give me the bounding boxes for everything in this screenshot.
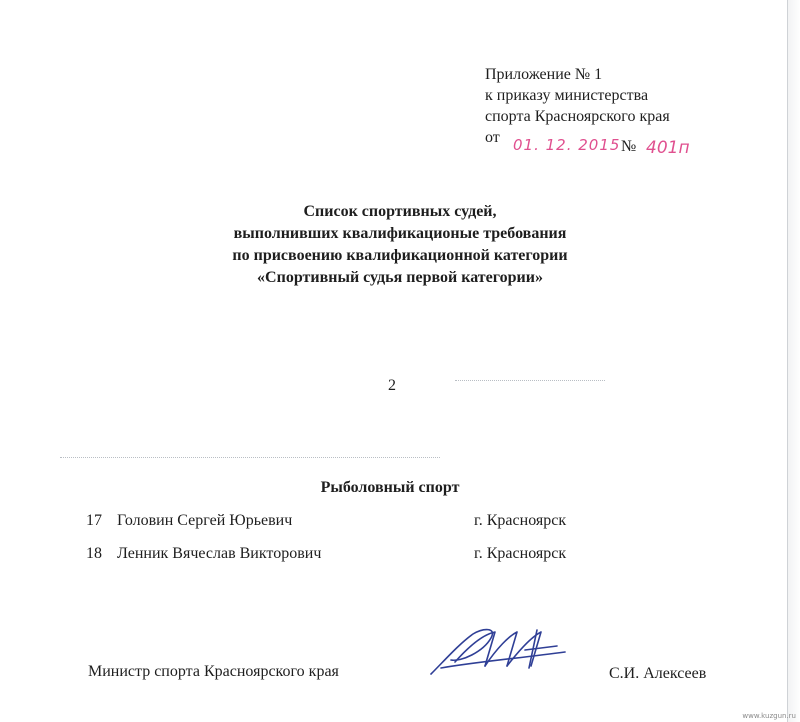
site-watermark: www.kuzgun.ru (742, 712, 796, 720)
signature-image (425, 622, 575, 682)
heading-line: выполнивших квалификационые требования (233, 225, 567, 242)
row-number: 18 (86, 545, 102, 562)
section-title: Рыболовный спорт (320, 479, 460, 496)
scan-page-edge (787, 0, 800, 722)
appendix-ministry: спорта Красноярского края (485, 108, 670, 125)
appendix-from: от (485, 129, 500, 146)
scan-dotted-line (455, 380, 605, 381)
scan-dotted-line (60, 457, 440, 458)
heading-line: Список спортивных судей, (303, 203, 497, 220)
appendix-order-ref: к приказу министерства (485, 87, 649, 104)
handwritten-order-number: 401п (646, 138, 690, 158)
document-heading (160, 201, 640, 289)
number-sign: № (621, 138, 637, 155)
appendix-title: Приложение № 1 (485, 66, 603, 83)
judge-name: Головин Сергей Юрьевич (117, 512, 293, 529)
heading-line: «Спортивный судья первой категории» (257, 269, 543, 286)
row-number: 17 (86, 512, 102, 529)
judge-city: г. Красноярск (474, 512, 567, 529)
judge-city: г. Красноярск (474, 545, 567, 562)
minister-name: С.И. Алексеев (609, 665, 707, 682)
judge-name: Ленник Вячеслав Викторович (117, 545, 322, 562)
handwritten-date: 01. 12. 2015 (513, 136, 621, 154)
page-number: 2 (388, 377, 396, 394)
heading-line: по присвоению квалификационной категории (232, 247, 568, 264)
minister-title: Министр спорта Красноярского края (88, 663, 339, 680)
